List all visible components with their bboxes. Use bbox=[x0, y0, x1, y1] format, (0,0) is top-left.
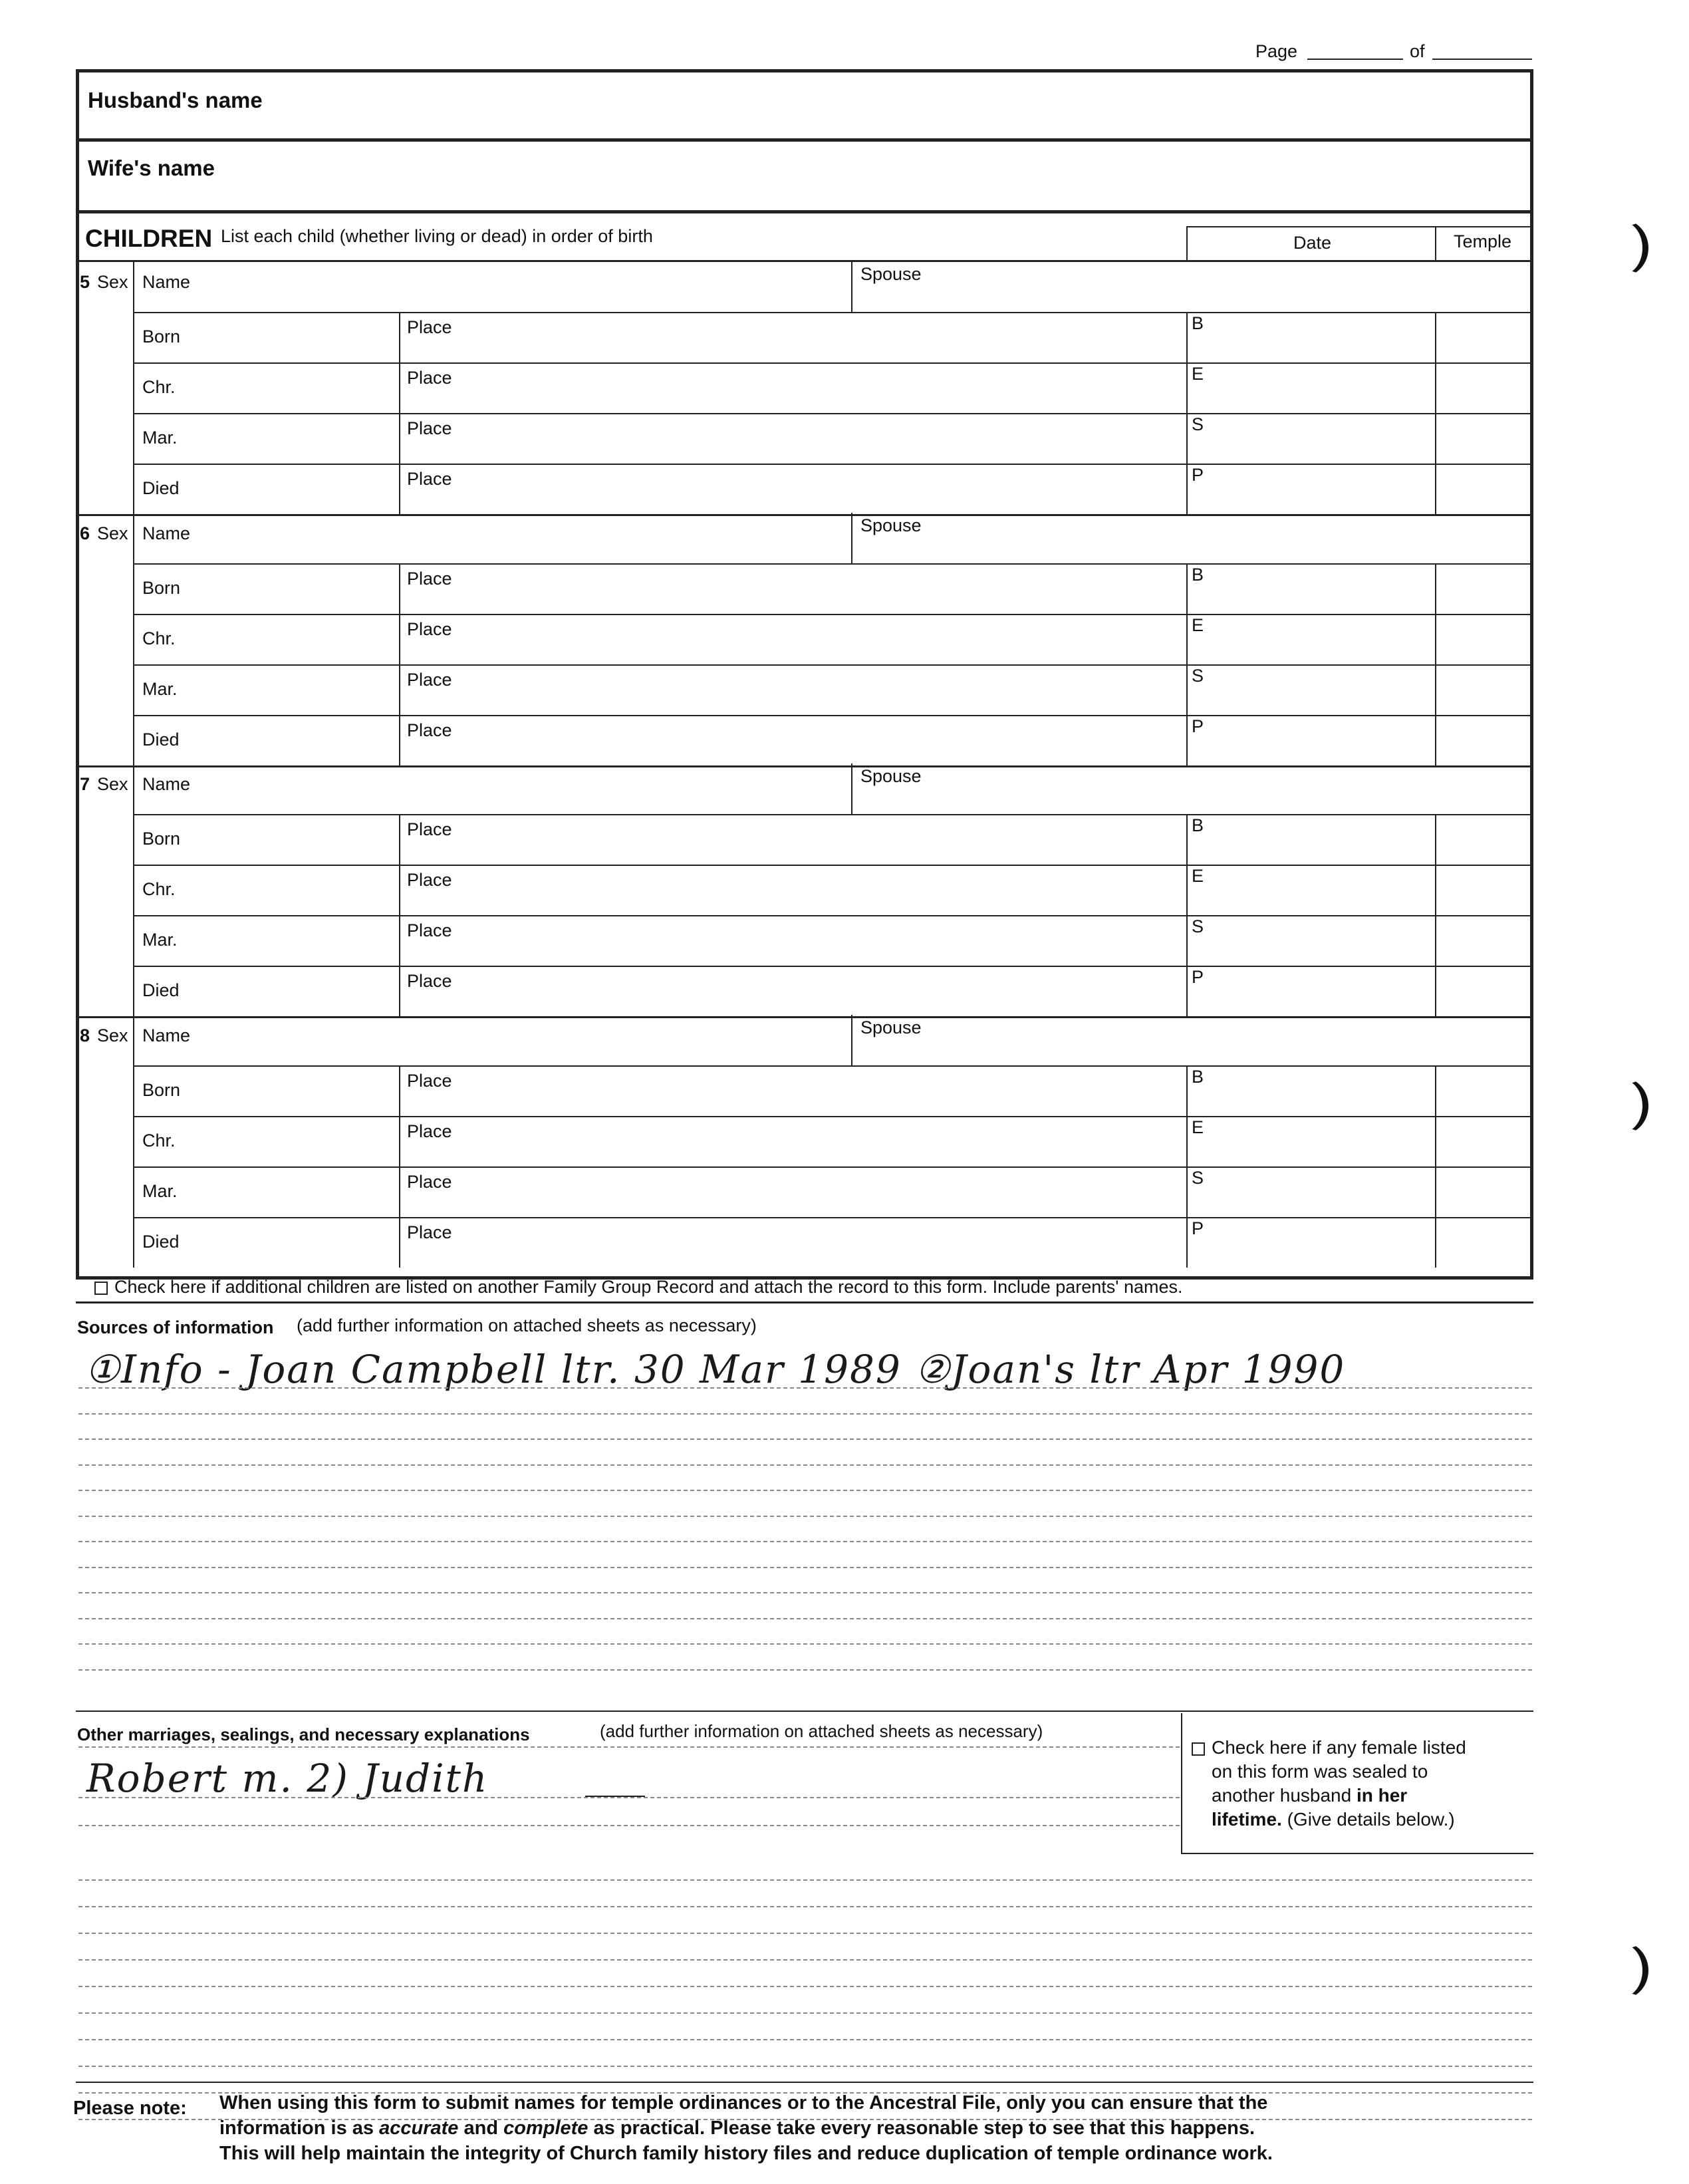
event-place-field[interactable] bbox=[465, 616, 1184, 662]
female-sealed-checkbox[interactable] bbox=[1192, 1742, 1205, 1756]
page-label: Page bbox=[1255, 41, 1298, 61]
sources-title: Sources of information bbox=[77, 1317, 274, 1337]
place-label: Place bbox=[407, 720, 452, 740]
child-spouse-field[interactable] bbox=[938, 515, 1529, 562]
ordinance-date-field[interactable] bbox=[1210, 968, 1430, 1014]
event-label: Chr. bbox=[142, 628, 176, 648]
female-sealed-line3b: in her bbox=[1356, 1785, 1408, 1806]
date-column-header: Date bbox=[1293, 233, 1332, 253]
wife-name-field[interactable] bbox=[226, 142, 1523, 209]
husband-name-label: Husband's name bbox=[88, 88, 263, 112]
ordinance-temple-field[interactable] bbox=[1440, 817, 1526, 862]
ordinance-temple-field[interactable] bbox=[1440, 867, 1526, 912]
child-name-field[interactable] bbox=[199, 515, 848, 562]
ordinance-temple-field[interactable] bbox=[1440, 918, 1526, 963]
other-marriages-note: (add further information on attached sheets as necessary) bbox=[600, 1721, 1043, 1741]
female-sealed-line3a: another husband bbox=[1212, 1785, 1352, 1806]
child-spouse-label: Spouse bbox=[860, 1018, 922, 1037]
event-label: Died bbox=[142, 1232, 180, 1252]
ordinance-letter: B bbox=[1192, 565, 1204, 585]
other-marriages-handwritten-entry: Robert m. 2) Judith bbox=[86, 1756, 489, 1801]
event-place-field[interactable] bbox=[465, 1169, 1184, 1214]
child-name-field[interactable] bbox=[199, 264, 848, 311]
please-note-line1: When using this form to submit names for temple ordinances or to the Ancestral File, only you can ensure that the bbox=[219, 2092, 1268, 2114]
ordinance-letter: P bbox=[1192, 1218, 1204, 1238]
event-place-field[interactable] bbox=[465, 718, 1184, 763]
event-label: Born bbox=[142, 829, 181, 849]
child-name-label: Name bbox=[142, 523, 191, 543]
event-place-field[interactable] bbox=[465, 566, 1184, 611]
place-label: Place bbox=[407, 1121, 452, 1141]
event-place-field[interactable] bbox=[465, 466, 1184, 511]
ordinance-date-field[interactable] bbox=[1210, 315, 1430, 360]
ordinance-date-field[interactable] bbox=[1210, 466, 1430, 511]
event-place-field[interactable] bbox=[465, 968, 1184, 1014]
ordinance-temple-field[interactable] bbox=[1440, 1119, 1526, 1164]
ordinance-date-field[interactable] bbox=[1210, 416, 1430, 461]
sources-note: (add further information on attached sheets as necessary) bbox=[297, 1315, 757, 1335]
place-label: Place bbox=[407, 619, 452, 639]
ordinance-temple-field[interactable] bbox=[1440, 365, 1526, 410]
additional-children-checkbox-row[interactable] bbox=[94, 1278, 1183, 1296]
female-sealed-line1: Check here if any female listed bbox=[1212, 1737, 1466, 1758]
child-sex-label: Sex bbox=[97, 272, 128, 292]
place-label: Place bbox=[407, 1071, 452, 1091]
temple-column-header: Temple bbox=[1454, 231, 1512, 251]
place-label: Place bbox=[407, 920, 452, 940]
place-label: Place bbox=[407, 317, 452, 337]
ordinance-temple-field[interactable] bbox=[1440, 667, 1526, 712]
event-place-field[interactable] bbox=[465, 667, 1184, 712]
ordinance-date-field[interactable] bbox=[1210, 867, 1430, 912]
ordinance-temple-field[interactable] bbox=[1440, 466, 1526, 511]
event-place-field[interactable] bbox=[465, 1220, 1184, 1265]
please-note-label: Please note: bbox=[73, 2098, 187, 2119]
ordinance-date-field[interactable] bbox=[1210, 365, 1430, 410]
page-of-label: of bbox=[1410, 41, 1425, 61]
ordinance-letter: E bbox=[1192, 364, 1204, 384]
please-note-text bbox=[219, 2090, 1273, 2166]
event-label: Mar. bbox=[142, 930, 178, 950]
ordinance-temple-field[interactable] bbox=[1440, 416, 1526, 461]
ordinance-letter: S bbox=[1192, 414, 1204, 434]
event-place-field[interactable] bbox=[465, 817, 1184, 862]
event-label: Chr. bbox=[142, 377, 176, 397]
binder-hole-icon bbox=[1596, 1077, 1648, 1135]
child-sex-label: Sex bbox=[97, 523, 128, 543]
ordinance-letter: B bbox=[1192, 1067, 1204, 1087]
child-sex-label: Sex bbox=[97, 774, 128, 794]
event-place-field[interactable] bbox=[465, 1119, 1184, 1164]
event-label: Chr. bbox=[142, 879, 176, 899]
wife-name-label: Wife's name bbox=[88, 156, 215, 180]
event-label: Born bbox=[142, 1080, 181, 1100]
ordinance-date-field[interactable] bbox=[1210, 566, 1430, 611]
female-sealed-line4a: lifetime. bbox=[1212, 1809, 1282, 1830]
event-label: Chr. bbox=[142, 1131, 176, 1151]
place-label: Place bbox=[407, 670, 452, 690]
please-note-line2c: and bbox=[463, 2117, 499, 2139]
place-label: Place bbox=[407, 569, 452, 589]
child-spouse-label: Spouse bbox=[860, 766, 922, 786]
ordinance-letter: P bbox=[1192, 465, 1204, 485]
ordinance-date-field[interactable] bbox=[1210, 616, 1430, 662]
binder-hole-icon bbox=[1596, 219, 1648, 277]
child-number: 7 bbox=[80, 774, 90, 794]
child-name-label: Name bbox=[142, 272, 191, 292]
child-spouse-label: Spouse bbox=[860, 264, 922, 284]
please-note-complete: complete bbox=[503, 2117, 588, 2139]
page-number-field[interactable] bbox=[1307, 59, 1403, 60]
additional-children-checkbox[interactable] bbox=[94, 1282, 108, 1295]
ordinance-date-field[interactable] bbox=[1210, 1119, 1430, 1164]
ordinance-letter: B bbox=[1192, 815, 1204, 835]
child-spouse-field[interactable] bbox=[938, 264, 1529, 311]
event-place-field[interactable] bbox=[465, 416, 1184, 461]
ordinance-date-field[interactable] bbox=[1210, 1220, 1430, 1265]
child-spouse-label: Spouse bbox=[860, 515, 922, 535]
child-name-label: Name bbox=[142, 774, 191, 794]
please-note-line2e: as practical. Please take every reasonable step to see that this happens. bbox=[593, 2117, 1255, 2139]
event-label: Mar. bbox=[142, 428, 178, 448]
ordinance-date-field[interactable] bbox=[1210, 918, 1430, 963]
ordinance-temple-field[interactable] bbox=[1440, 566, 1526, 611]
ordinance-letter: E bbox=[1192, 1117, 1204, 1137]
ordinance-date-field[interactable] bbox=[1210, 1068, 1430, 1113]
ordinance-letter: B bbox=[1192, 313, 1204, 333]
event-label: Mar. bbox=[142, 1181, 178, 1201]
event-label: Born bbox=[142, 327, 181, 346]
ordinance-temple-field[interactable] bbox=[1440, 718, 1526, 763]
event-place-field[interactable] bbox=[465, 1068, 1184, 1113]
child-name-field[interactable] bbox=[199, 766, 848, 813]
ordinance-temple-field[interactable] bbox=[1440, 1220, 1526, 1265]
ordinance-letter: P bbox=[1192, 716, 1204, 736]
place-label: Place bbox=[407, 870, 452, 890]
ordinance-letter: P bbox=[1192, 967, 1204, 987]
event-label: Mar. bbox=[142, 679, 178, 699]
please-note-line2 bbox=[219, 2116, 1273, 2141]
ordinance-temple-field[interactable] bbox=[1440, 616, 1526, 662]
female-sealed-line2: on this form was sealed to bbox=[1212, 1761, 1428, 1782]
husband-name-field[interactable] bbox=[266, 73, 1523, 138]
ordinance-temple-field[interactable] bbox=[1440, 1068, 1526, 1113]
please-note-line2a: information is as bbox=[219, 2117, 374, 2139]
page-total-field[interactable] bbox=[1432, 59, 1532, 60]
please-note-line3: This will help maintain the integrity of Church family history files and reduce duplication of temple ordinance work. bbox=[219, 2143, 1273, 2164]
children-title: CHILDREN bbox=[85, 225, 213, 252]
ordinance-letter: S bbox=[1192, 666, 1204, 686]
place-label: Place bbox=[407, 971, 452, 991]
place-label: Place bbox=[407, 819, 452, 839]
event-place-field[interactable] bbox=[465, 365, 1184, 410]
place-label: Place bbox=[407, 1222, 452, 1242]
place-label: Place bbox=[407, 368, 452, 388]
event-place-field[interactable] bbox=[465, 867, 1184, 912]
child-number: 6 bbox=[80, 523, 90, 543]
ordinance-letter: E bbox=[1192, 866, 1204, 886]
ordinance-date-field[interactable] bbox=[1210, 1169, 1430, 1214]
children-instruction: List each child (whether living or dead) in order of birth bbox=[221, 226, 653, 246]
ordinance-date-field[interactable] bbox=[1210, 667, 1430, 712]
place-label: Place bbox=[407, 1172, 452, 1192]
event-label: Died bbox=[142, 478, 180, 498]
other-marriages-title: Other marriages, sealings, and necessary explanations bbox=[77, 1724, 530, 1744]
ordinance-temple-field[interactable] bbox=[1440, 1169, 1526, 1214]
child-name-field[interactable] bbox=[199, 1018, 848, 1064]
event-place-field[interactable] bbox=[465, 918, 1184, 963]
place-label: Place bbox=[407, 418, 452, 438]
child-spouse-field[interactable] bbox=[938, 766, 1529, 813]
sources-handwritten-entry: ①Info - Joan Campbell ltr. 30 Mar 1989 ②Joan's ltr Apr 1990 bbox=[85, 1347, 1346, 1392]
child-sex-label: Sex bbox=[97, 1025, 128, 1045]
additional-children-note: Check here if additional children are listed on another Family Group Record and attach the record to this form. Include parents' names. bbox=[114, 1277, 1183, 1297]
event-label: Born bbox=[142, 578, 181, 598]
ordinance-letter: E bbox=[1192, 615, 1204, 635]
please-note-accurate: accurate bbox=[379, 2117, 459, 2139]
event-label: Died bbox=[142, 730, 180, 750]
ordinance-temple-field[interactable] bbox=[1440, 968, 1526, 1014]
female-sealed-checkbox-row[interactable] bbox=[1192, 1736, 1466, 1832]
event-label: Died bbox=[142, 980, 180, 1000]
ordinance-date-field[interactable] bbox=[1210, 817, 1430, 862]
ordinance-date-field[interactable] bbox=[1210, 718, 1430, 763]
female-sealed-line4b: (Give details below.) bbox=[1287, 1809, 1455, 1830]
binder-hole-icon bbox=[1596, 1942, 1648, 1999]
ordinance-letter: S bbox=[1192, 916, 1204, 936]
ordinance-temple-field[interactable] bbox=[1440, 315, 1526, 360]
child-spouse-field[interactable] bbox=[938, 1018, 1529, 1064]
child-number: 8 bbox=[80, 1025, 90, 1045]
place-label: Place bbox=[407, 469, 452, 489]
child-number: 5 bbox=[80, 272, 90, 292]
event-place-field[interactable] bbox=[465, 315, 1184, 360]
ordinance-letter: S bbox=[1192, 1168, 1204, 1188]
child-name-label: Name bbox=[142, 1025, 191, 1045]
